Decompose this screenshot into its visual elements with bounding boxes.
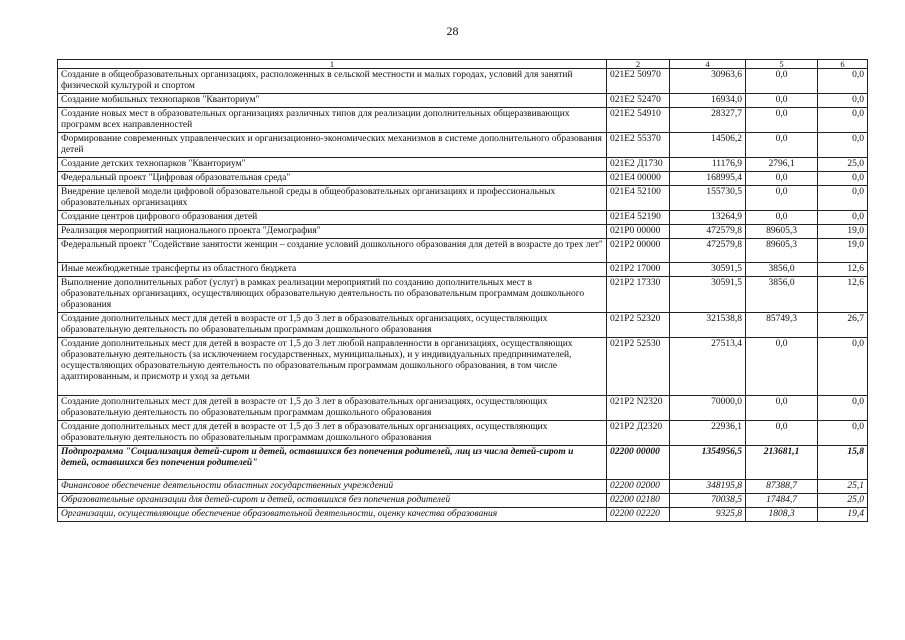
row-exec: 0,0 <box>746 69 818 94</box>
row-sum: 27513,4 <box>670 338 746 396</box>
header-pct: 6 <box>818 60 868 69</box>
row-exec: 89605,3 <box>746 225 818 239</box>
row-sum: 472579,8 <box>670 225 746 239</box>
row-code: 021P0 00000 <box>607 225 670 239</box>
row-sum: 28327,7 <box>670 108 746 133</box>
row-exec: 3856,0 <box>746 263 818 277</box>
row-name: Формирование современных управленческих и организационно-экономических механизмов в системе дополнительного образования детей <box>58 133 607 158</box>
row-name: Создание детских технопарков "Кванториум" <box>58 158 607 172</box>
row-exec: 17484,7 <box>746 494 818 508</box>
table-row <box>58 69 868 94</box>
table-row <box>58 186 868 211</box>
row-code: 02200 02180 <box>607 494 670 508</box>
row-code: 021E2 50970 <box>607 69 670 94</box>
row-name: Иные межбюджетные трансферты из областного бюджета <box>58 263 607 277</box>
row-name: Создание центров цифрового образования детей <box>58 211 607 225</box>
row-sum: 168995,4 <box>670 172 746 186</box>
row-exec: 85749,3 <box>746 313 818 338</box>
row-name: Федеральный проект "Цифровая образовательная среда" <box>58 172 607 186</box>
row-pct: 15,8 <box>818 446 868 480</box>
row-pct: 26,7 <box>818 313 868 338</box>
row-name: Создание дополнительных мест для детей в возрасте от 1,5 до 3 лет в образовательных организациях, осуществляющих образовательную деятельность по образовательным программам дошкольного образования <box>58 421 607 446</box>
row-sum: 9325,8 <box>670 508 746 522</box>
row-code: 02200 02220 <box>607 508 670 522</box>
row-sum: 30963,6 <box>670 69 746 94</box>
row-sum: 30591,5 <box>670 277 746 313</box>
row-code: 021P2 17330 <box>607 277 670 313</box>
table-row <box>58 239 868 263</box>
row-sum: 348195,8 <box>670 480 746 494</box>
row-pct: 12,6 <box>818 263 868 277</box>
row-code: 021P2 00000 <box>607 239 670 263</box>
table-header-row <box>58 60 868 69</box>
row-name: Федеральный проект "Содействие занятости женщин – создание условий дошкольного образования для детей в возрасте до трех лет" <box>58 239 607 263</box>
table-row <box>58 508 868 522</box>
header-code: 2 <box>607 60 670 69</box>
row-name: Создание мобильных технопарков "Кванториум" <box>58 94 607 108</box>
row-code: 021P2 17000 <box>607 263 670 277</box>
row-pct: 12,6 <box>818 277 868 313</box>
header-name: 1 <box>58 60 607 69</box>
table-body <box>58 69 868 522</box>
row-exec: 0,0 <box>746 338 818 396</box>
table-row <box>58 263 868 277</box>
row-pct: 0,0 <box>818 211 868 225</box>
row-pct: 25,0 <box>818 494 868 508</box>
row-pct: 0,0 <box>818 396 868 421</box>
table-row <box>58 172 868 186</box>
row-code: 02200 02000 <box>607 480 670 494</box>
table-row <box>58 396 868 421</box>
row-sum: 70000,0 <box>670 396 746 421</box>
row-code: 021E4 00000 <box>607 172 670 186</box>
row-pct: 19,0 <box>818 225 868 239</box>
table-row <box>58 421 868 446</box>
table-row <box>58 211 868 225</box>
header-sum: 4 <box>670 60 746 69</box>
row-exec: 3856,0 <box>746 277 818 313</box>
row-sum: 13264,9 <box>670 211 746 225</box>
table-row <box>58 338 868 396</box>
row-name: Выполнение дополнительных работ (услуг) в рамках реализации мероприятий по созданию дополнительных мест в образовательных организациях, осуществляющих образовательную деятельность по образовательным программам дошкольного образования <box>58 277 607 313</box>
row-sum: 321538,8 <box>670 313 746 338</box>
row-sum: 14506,2 <box>670 133 746 158</box>
row-name: Создание новых мест в образовательных организациях различных типов для реализации дополнительных общеразвивающих программ всех направленностей <box>58 108 607 133</box>
table-row <box>58 225 868 239</box>
row-sum: 1354956,5 <box>670 446 746 480</box>
row-pct: 0,0 <box>818 186 868 211</box>
row-name: Внедрение целевой модели цифровой образовательной среды в общеобразовательных организациях и профессиональных образовательных организациях <box>58 186 607 211</box>
table-row <box>58 108 868 133</box>
row-name: Подпрограмма "Социализация детей-сирот и детей, оставшихся без попечения родителей, лиц из числа детей-сирот и детей, оставшихся без попечения родителей" <box>58 446 607 480</box>
table-row <box>58 133 868 158</box>
row-name: Создание дополнительных мест для детей в возрасте от 1,5 до 3 лет любой направленности в организациях, осуществляющих образовательную деятельность (за исключением государственных, муниципальных), и у индивидуальных предпринимателей, осуществляющих образовательную деятельность по образовательным программам дошкольного образования, в том числе адаптированным, и присмотр и уход за детьми <box>58 338 607 396</box>
row-name: Организации, осуществляющие обеспечение образовательной деятельности, оценку качества образования <box>58 508 607 522</box>
row-code: 021E2 52470 <box>607 94 670 108</box>
row-name: Создание дополнительных мест для детей в возрасте от 1,5 до 3 лет в образовательных организациях, осуществляющих образовательную деятельность по образовательным программам дошкольного образования <box>58 313 607 338</box>
table-row <box>58 94 868 108</box>
row-name: Создание дополнительных мест для детей в возрасте от 1,5 до 3 лет в образовательных организациях, осуществляющих образовательную деятельность по образовательным программам дошкольного образования <box>58 396 607 421</box>
row-name: Образовательные организации для детей-сирот и детей, оставшихся без попечения родителей <box>58 494 607 508</box>
row-pct: 0,0 <box>818 421 868 446</box>
row-code: 021E2 54910 <box>607 108 670 133</box>
row-name: Создание в общеобразовательных организациях, расположенных в сельской местности и малых городах, условий для занятий физической культурой и спортом <box>58 69 607 94</box>
row-exec: 0,0 <box>746 396 818 421</box>
row-sum: 22936,1 <box>670 421 746 446</box>
row-pct: 25,0 <box>818 158 868 172</box>
row-pct: 0,0 <box>818 133 868 158</box>
row-exec: 0,0 <box>746 421 818 446</box>
row-pct: 0,0 <box>818 172 868 186</box>
row-exec: 89605,3 <box>746 239 818 263</box>
row-pct: 0,0 <box>818 69 868 94</box>
row-pct: 0,0 <box>818 94 868 108</box>
row-name: Финансовое обеспечение деятельности областных государственных учреждений <box>58 480 607 494</box>
row-code: 021P2 Д2320 <box>607 421 670 446</box>
row-code: 02200 00000 <box>607 446 670 480</box>
row-exec: 0,0 <box>746 133 818 158</box>
row-code: 021E2 Д1730 <box>607 158 670 172</box>
table-row <box>58 446 868 480</box>
row-sum: 70038,5 <box>670 494 746 508</box>
row-exec: 87388,7 <box>746 480 818 494</box>
row-pct: 0,0 <box>818 338 868 396</box>
row-exec: 0,0 <box>746 186 818 211</box>
row-pct: 19,4 <box>818 508 868 522</box>
row-exec: 0,0 <box>746 108 818 133</box>
row-code: 021P2 52530 <box>607 338 670 396</box>
row-code: 021P2 N2320 <box>607 396 670 421</box>
table-row <box>58 313 868 338</box>
row-sum: 16934,0 <box>670 94 746 108</box>
row-code: 021P2 52320 <box>607 313 670 338</box>
page-number: 28 <box>446 24 459 38</box>
row-exec: 2796,1 <box>746 158 818 172</box>
table-row <box>58 480 868 494</box>
row-sum: 155730,5 <box>670 186 746 211</box>
row-exec: 0,0 <box>746 211 818 225</box>
row-pct: 19,0 <box>818 239 868 263</box>
row-sum: 472579,8 <box>670 239 746 263</box>
table-row <box>58 158 868 172</box>
row-code: 021E4 52190 <box>607 211 670 225</box>
row-exec: 0,0 <box>746 94 818 108</box>
row-sum: 11176,9 <box>670 158 746 172</box>
row-code: 021E2 55370 <box>607 133 670 158</box>
row-code: 021E4 52100 <box>607 186 670 211</box>
row-exec: 1808,3 <box>746 508 818 522</box>
row-exec: 0,0 <box>746 172 818 186</box>
row-pct: 0,0 <box>818 108 868 133</box>
table-row <box>58 277 868 313</box>
row-pct: 25,1 <box>818 480 868 494</box>
row-name: Реализация мероприятий национального проекта "Демография" <box>58 225 607 239</box>
table-row <box>58 494 868 508</box>
row-sum: 30591,5 <box>670 263 746 277</box>
header-exec: 5 <box>746 60 818 69</box>
budget-table <box>57 59 868 522</box>
row-exec: 213681,1 <box>746 446 818 480</box>
